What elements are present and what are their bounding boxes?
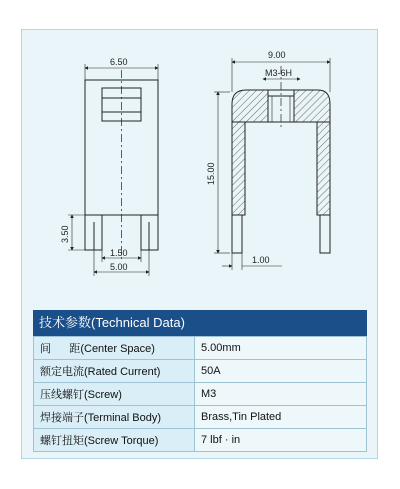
dim-side-width: 9.00 — [268, 50, 286, 60]
spec-value: 50A — [195, 360, 367, 383]
table-row — [34, 406, 367, 429]
front-view — [85, 70, 158, 262]
side-view-leg-right — [317, 122, 330, 215]
spec-value: M3 — [195, 383, 367, 406]
dim-front-width: 6.50 — [110, 57, 128, 67]
dim-front-pin-gap: 1.50 — [110, 248, 128, 258]
side-view-leg-left — [232, 122, 245, 215]
spec-key: 焊接端子(Terminal Body) — [34, 406, 195, 429]
spec-panel — [33, 310, 367, 452]
spec-key: 间 距(Center Space) — [34, 337, 195, 360]
dim-front-bottom-width: 5.00 — [110, 262, 128, 272]
spec-table — [33, 336, 367, 452]
dim-side-screw-label: M3-6H — [265, 68, 293, 78]
side-view-pin-left — [232, 215, 242, 253]
table-row — [34, 383, 367, 406]
side-view — [232, 66, 330, 253]
side-view-dimensions — [206, 50, 330, 270]
spec-value: 7 lbf · in — [195, 429, 367, 452]
spec-key: 压线螺钉(Screw) — [34, 383, 195, 406]
side-view-pin-right — [320, 215, 330, 253]
spec-value: Brass,Tin Plated — [195, 406, 367, 429]
dim-side-pin-thickness: 1.00 — [252, 255, 270, 265]
spec-title: 技术参数(Technical Data) — [33, 310, 367, 336]
dim-side-height: 15.00 — [206, 162, 216, 185]
spec-key: 额定电流(Rated Current) — [34, 360, 195, 383]
spec-value: 5.00mm — [195, 337, 367, 360]
dim-front-slot-height: 3.50 — [60, 225, 70, 243]
table-row — [34, 337, 367, 360]
table-row — [34, 360, 367, 383]
table-row — [34, 429, 367, 452]
spec-key: 螺钉扭矩(Screw Torque) — [34, 429, 195, 452]
front-view-dimensions — [60, 57, 158, 276]
